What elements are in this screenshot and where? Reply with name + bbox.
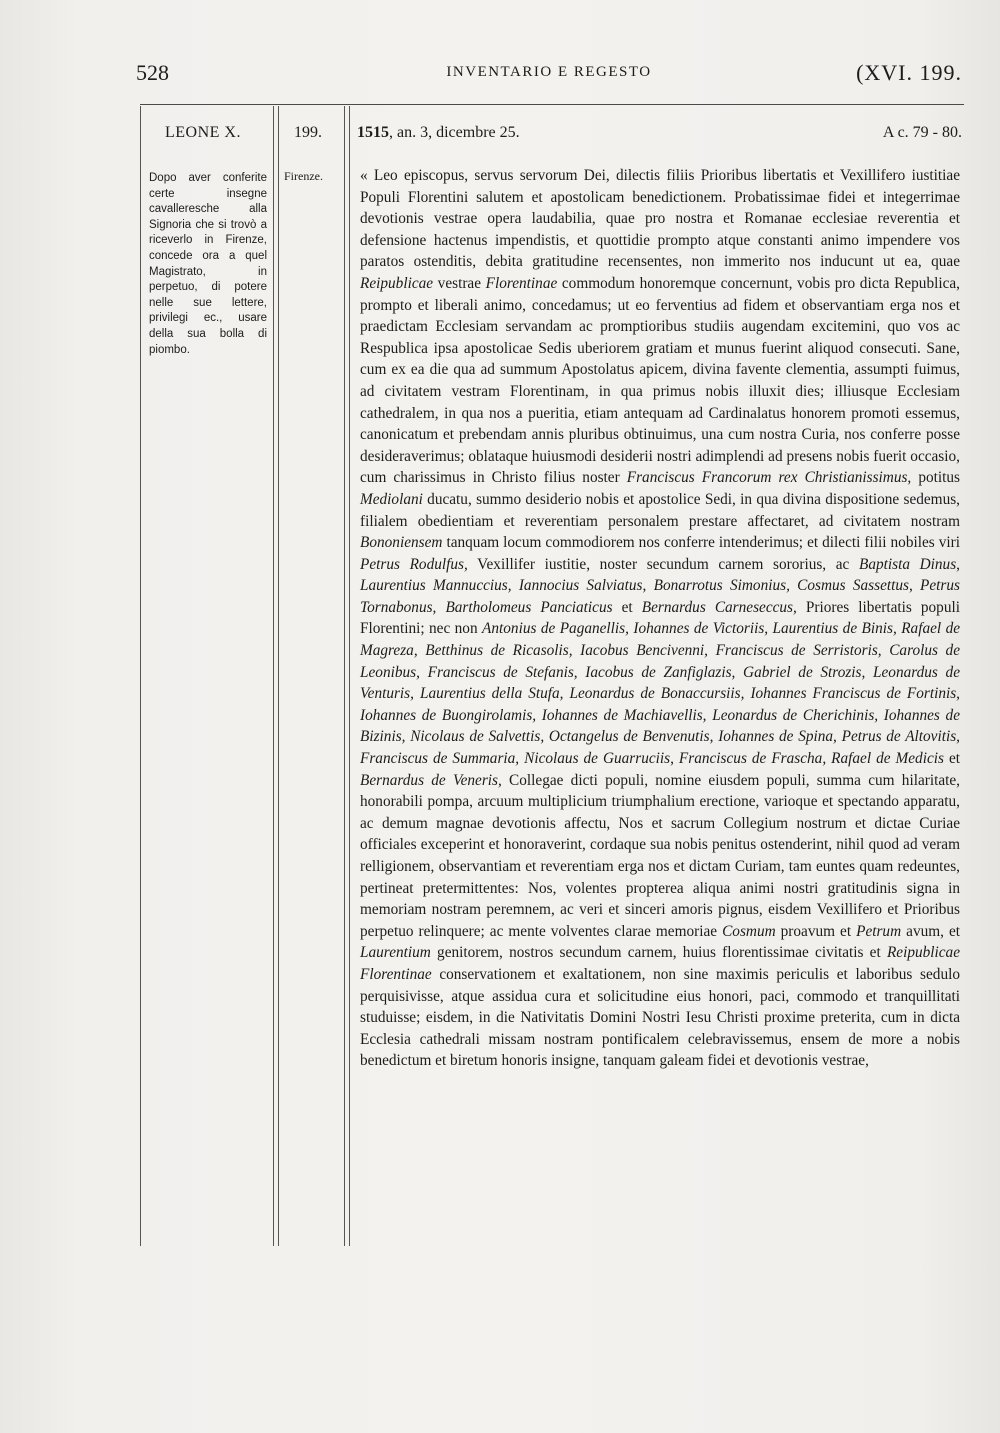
body-text-run: Vexillifer iustitie, noster secundum carnem sororius, ac — [467, 555, 859, 573]
body-italic-run: Reipublicae Florentinae — [360, 944, 960, 983]
column-rule — [278, 106, 279, 1246]
table-top-rule — [140, 104, 964, 105]
body-text-run: et — [612, 598, 642, 616]
body-italic-run: Baptista Dinus, Laurentius Mannuccius, Iannocius Salviatus, Bonarrotus Simonius, Cosmus Sassettus, Petrus Tornabonus, Bartholomeus Panciaticus — [360, 555, 960, 616]
column-rule — [273, 106, 274, 1246]
body-italic-run: Reipublicae — [360, 274, 434, 292]
entry-date — [357, 124, 520, 142]
column-rule — [344, 106, 345, 1246]
body-text-run: vestrae — [433, 274, 486, 292]
body-italic-run: Bernardus Carneseccus, — [641, 598, 797, 616]
pope-heading: LEONE X. — [165, 124, 241, 141]
body-italic-run: Bononiensem — [360, 534, 443, 552]
entry-year: 1515 — [357, 124, 389, 141]
entry-summary: Dopo aver conferite certe insegne cavalleresche alla Signoria che si trovò a riceverlo in Firenze, concede ora a quel Magistrato, in perpetuo, di potere nelle sue lettere, privilegi ec., usare della sua bolla di piombo. — [149, 172, 267, 356]
body-italic-run: Cosmum — [722, 922, 776, 940]
archive-reference: A c. 79 - 80. — [882, 124, 962, 141]
entry-number: 199. — [294, 124, 322, 141]
body-text-run: proavum et — [775, 922, 857, 940]
body-text-run: avum, et — [901, 922, 961, 940]
running-head — [136, 60, 962, 90]
body-text-run: « Leo episcopus, servus servorum Dei, dilectis filiis Prioribus libertatis et Vexillifero iustitiae Populi Florentini salutem et apostolicam benedictionem. Probatissimae fidei et integerrimae devotionis vestrae opera laudabilia, quae pro nostra et Romanae ecclesiae reverentia et defensione hactenus impendistis, et quottidie prompto atque constanti animo impendere vos paratos ostenditis, debita gratitudine recensentes, non immerito nos inducunt ut ea, quae — [360, 167, 960, 271]
body-text-run: ducatu, summo desiderio nobis et apostolice Sedi, in qua divina dispositione sedemus, filialem obedientiam et reverentiam personalem prestare affectaret, ad civitatem nostram — [360, 490, 960, 530]
body-text-run: tanquam locum commodiorem nos conferre intenderimus; et dilecti filii nobiles viri — [442, 534, 960, 552]
body-text-run: commodum honoremque concernunt, vobis pro dicta Republica, prompto et liberali animo, concedamus; ut eo ferventius ad fidem et observantiam erga nos et praedictam Ecclesiam servandam ac promptioribus studiis augendam excitemini, quo vos ac Respublica ipsa apostolicae Sedis uberiorem gratiam et munus fuerint aliquod consecuti. Sane, cum ex ea die qua ad summum Apostolatus apicem, divina favente clementia, assumpti fuimus, ad civitatem vestram Florentinam, in qua primus nobis illuxit dies; illiusque Ecclesiam cathedralem, in qua nos a pueritia, etiam antequam ad Cardinalatus honorem promoti essemus, canonicatum et prebendam annis pluribus obtinuimus, una cum nostra Curia, nos conferre posse desideraverimus; oblataque huiusmodi desiderii nostri adimplendi ad presens nobis fuerit occasio, cum charissimus in Christo filius noster — [360, 274, 960, 487]
body-italic-run: Florentinae — [485, 274, 558, 292]
body-italic-run: Petrus Rodulfus, — [360, 555, 468, 573]
body-italic-run: Antonius de Paganellis, Iohannes de Victoriis, Laurentius de Binis, Rafael de Magreza, Betthinus de Ricasolis, Iacobus Bencivenni, Franciscus de Serristoris, Carolus de Leonibus, Franciscus de Stefanis, Iacobus de Zanfiglazis, Gabriel de Strozis, Leonardus de Venturis, Laurentius della Stufa, Leonardus de Bonaccursiis, Iohannes Franciscus de Fortinis, Iohannes de Buongirolamis, Iohannes de Machiavellis, Leonardus de Cherichinis, Iohannes de Bizinis, Nicolaus de Salvettis, Octangelus de Benvenutis, Iohannes de Spina, Petrus de Altovitis, Franciscus de Summaria, Nicolaus de Guarruciis, Franciscus de Frascha, Rafael de Medicis — [360, 620, 961, 768]
body-text-run: potitus — [911, 469, 960, 487]
body-text-run: Collegae dicti populi, nomine eiusdem populi, summa cum hilaritate, honorabili pompa, arcuum multiplicium triumphalium erectione, varioque et spectando apparatu, ac demum magnae devotionis affectu, Nos et sacrum Collegium nostrum et dictae Curiae officiales exceperint et honoraverint, cordaque sua nobis penitus ostenderint, nihil quod ad veram relligionem, observantiam et reverentiam erga nos et dictam Curiam, tam euntes quam redeuntes, pertineat pretermittentes: Nos, volentes propterea aliqua animi nostri gratitudinis signa in memoriam nostram peremnem, ac veri et sinceri amoris pignus, eisdem Vexillifero et Prioribus perpetuo relinquere; ac mente volventes clarae memoriae — [360, 771, 960, 940]
document-body — [360, 165, 960, 1245]
column-rule — [349, 106, 350, 1246]
body-text-run: conservationem et exaltationem, non sine maximis periculis et laboribus sedulo perquisivisse, atque assidua cura et solicitudine eius honori, paci, commodo et tranquillitati studuisse; eisdem, in die Nativitatis Domini Nostri Iesu Christi proxime preterita, cum in dicta Ecclesia cathedrali missam nostram pontificalem celebravissemus, ensem de more a nobis benedictum et biretum honoris insigne, tanquam galeam fidei et devotionis vestrae, — [360, 965, 960, 1070]
column-rule — [140, 106, 141, 1246]
body-text-run: Priores libertatis populi Florentini; nec non — [360, 598, 960, 638]
body-italic-run: Franciscus Francorum rex Christianissimus, — [626, 469, 912, 487]
body-text-run: et — [943, 750, 960, 768]
section-reference: (XVI. 199. — [856, 60, 962, 85]
page-number: 528 — [136, 60, 169, 85]
entry-place: Firenze. — [284, 169, 323, 183]
body-italic-run: Petrum — [856, 922, 902, 940]
entry-date-rest: , an. 3, dicembre 25. — [389, 124, 520, 141]
body-italic-run: Laurentium — [360, 944, 431, 962]
running-title: INVENTARIO E REGESTO — [446, 64, 652, 80]
body-italic-run: Mediolani — [360, 490, 423, 508]
body-text-run: genitorem, nostros secundum carnem, huius florentissimae civitatis et — [430, 944, 887, 962]
body-italic-run: Bernardus de Veneris, — [360, 771, 502, 789]
